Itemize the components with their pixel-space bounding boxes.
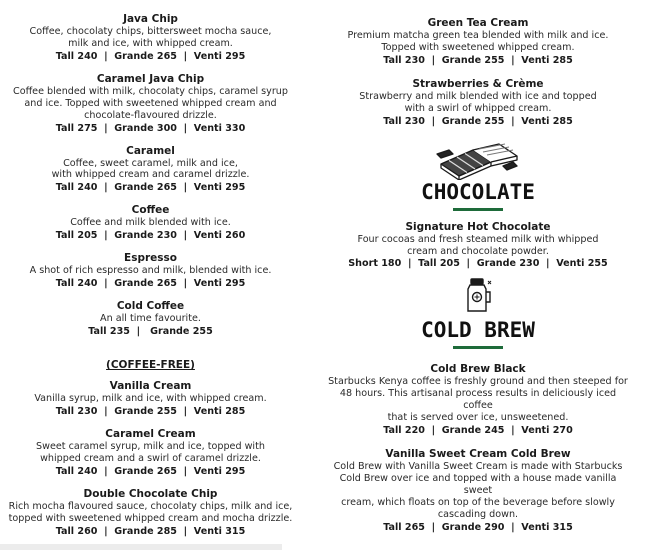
item-desc-line: whipped cream and a swirl of caramel drizzle.: [40, 452, 261, 464]
menu-item-java-chip: [0, 12, 301, 63]
right-menu-column: [325, 0, 631, 534]
item-price: Tall 260 | Grande 285 | Venti 315: [55, 525, 246, 537]
item-desc-line: Coffee, sweet caramel, milk and ice,: [63, 157, 238, 169]
item-name: Signature Hot Chocolate: [405, 220, 551, 233]
item-name: Green Tea Cream: [427, 17, 529, 29]
item-desc-line: Cold Brew with Vanilla Sweet Cream is made with Starbucks: [333, 461, 623, 473]
item-price: Tall 230 | Grande 255 | Venti 285: [383, 115, 573, 127]
item-desc-line: with whipped cream and caramel drizzle.: [51, 169, 250, 181]
item-name: Caramel Java Chip: [96, 72, 205, 85]
item-name: Caramel Cream: [105, 427, 196, 440]
menu-item-coffee: [0, 203, 301, 242]
coffee-free-section-title: (COFFEE-FREE): [106, 359, 195, 372]
item-price: Tall 205 | Grande 230 | Venti 260: [55, 230, 246, 242]
item-name: Strawberries & Crème: [412, 77, 544, 90]
item-price: Tall 230 | Grande 255 | Venti 285: [383, 54, 573, 66]
menu-item-espresso: [0, 251, 301, 290]
menu-item-green-tea-cream: [325, 16, 631, 67]
menu-item-cold-brew-black: [325, 362, 631, 437]
item-desc-line: Rich mocha flavoured sauce, chocolaty chips, milk and ice,: [8, 500, 293, 512]
item-desc-line: milk and ice, with whipped cream.: [68, 37, 233, 49]
item-desc-line: cascading down.: [437, 508, 519, 520]
item-price: Tall 265 | Grande 290 | Venti 315: [383, 521, 573, 533]
item-desc-line: chocolate-flavoured drizzle.: [84, 109, 217, 121]
item-desc-line: topped with sweetened whipped cream and mocha drizzle.: [8, 512, 293, 524]
item-price: Tall 230 | Grande 255 | Venti 285: [55, 405, 246, 417]
item-desc-line: A shot of rich espresso and milk, blended with ice.: [29, 265, 272, 277]
item-name: Vanilla Sweet Cream Cold Brew: [385, 448, 571, 461]
menu-item-caramel-cream: [0, 427, 301, 478]
cold-brew-heading: COLD BREW: [421, 318, 535, 343]
menu-item-caramel-java-chip: [0, 72, 301, 135]
menu-item-strawberries-creme: [325, 77, 631, 128]
menu-item-vanilla-cream: [0, 379, 301, 418]
item-name: Vanilla Cream: [109, 380, 192, 393]
item-desc-line: Coffee, chocolaty chips, bittersweet mocha sauce,: [29, 26, 272, 37]
item-name: Coffee: [131, 204, 170, 217]
item-name: Java Chip: [123, 13, 178, 25]
menu-item-caramel: [0, 144, 301, 195]
page-bottom-strip: [0, 544, 282, 550]
item-desc-line: cream, which floats on top of the beverage before slowly: [341, 496, 615, 508]
item-desc-line: and ice. Topped with sweetened whipped cream and: [24, 97, 277, 109]
item-name: Cold Coffee: [116, 300, 185, 313]
menu-item-signature-hot-chocolate: [325, 220, 631, 271]
item-desc-line: Strawberry and milk blended with ice and topped: [359, 90, 597, 102]
item-price: Tall 275 | Grande 300 | Venti 330: [55, 122, 246, 134]
item-desc-line: that is served over ice, unsweetened.: [387, 412, 569, 424]
item-desc-line: Vanilla syrup, milk and ice, with whipped cream.: [34, 393, 267, 405]
item-desc-line: Sweet caramel syrup, milk and ice, topped with: [36, 440, 265, 452]
item-desc-line: Topped with sweetened whipped cream.: [381, 41, 575, 53]
cold-brew-jar-icon: [462, 278, 494, 314]
item-desc-line: Premium matcha green tea blended with milk and ice.: [347, 30, 609, 41]
menu-item-double-chocolate-chip: [0, 487, 301, 538]
item-desc-line: Coffee blended with milk, chocolaty chips, caramel syrup: [13, 85, 288, 97]
item-desc-line: with a swirl of whipped cream.: [404, 102, 552, 114]
left-menu-column: [0, 0, 301, 538]
item-name: Cold Brew Black: [430, 363, 526, 376]
chocolate-bars-icon: [433, 140, 523, 180]
item-price: Tall 240 | Grande 265 | Venti 295: [55, 182, 246, 194]
item-name: Espresso: [124, 252, 177, 265]
item-price: Short 180 | Tall 205 | Grande 230 | Venti 255: [348, 258, 608, 270]
chocolate-heading: CHOCOLATE: [421, 179, 535, 204]
menu-item-vanilla-sweet-cream-cold-brew: [325, 447, 631, 534]
item-name: Caramel: [126, 144, 175, 157]
item-desc-line: Four cocoas and fresh steamed milk with whipped: [357, 233, 599, 245]
item-desc-line: Cold Brew over ice and topped with a house made vanilla sweet: [339, 472, 617, 496]
item-price: Tall 220 | Grande 245 | Venti 270: [383, 425, 573, 437]
item-price: Tall 240 | Grande 265 | Venti 295: [55, 50, 246, 62]
item-desc-line: An all time favourite.: [100, 313, 201, 325]
item-desc-line: cream and chocolate powder.: [407, 245, 549, 257]
item-desc-line: Starbucks Kenya coffee is freshly ground and then steeped for: [328, 376, 628, 388]
item-price: Tall 235 | Grande 255: [88, 326, 213, 338]
item-name: Double Chocolate Chip: [83, 487, 218, 500]
menu-item-cold-coffee: [0, 299, 301, 338]
item-price: Tall 240 | Grande 265 | Venti 295: [55, 465, 246, 477]
item-desc-line: Coffee and milk blended with ice.: [70, 217, 231, 229]
item-desc-line: 48 hours. This artisanal process results in deliciously iced coffee: [339, 388, 617, 412]
item-price: Tall 240 | Grande 265 | Venti 295: [55, 278, 246, 290]
